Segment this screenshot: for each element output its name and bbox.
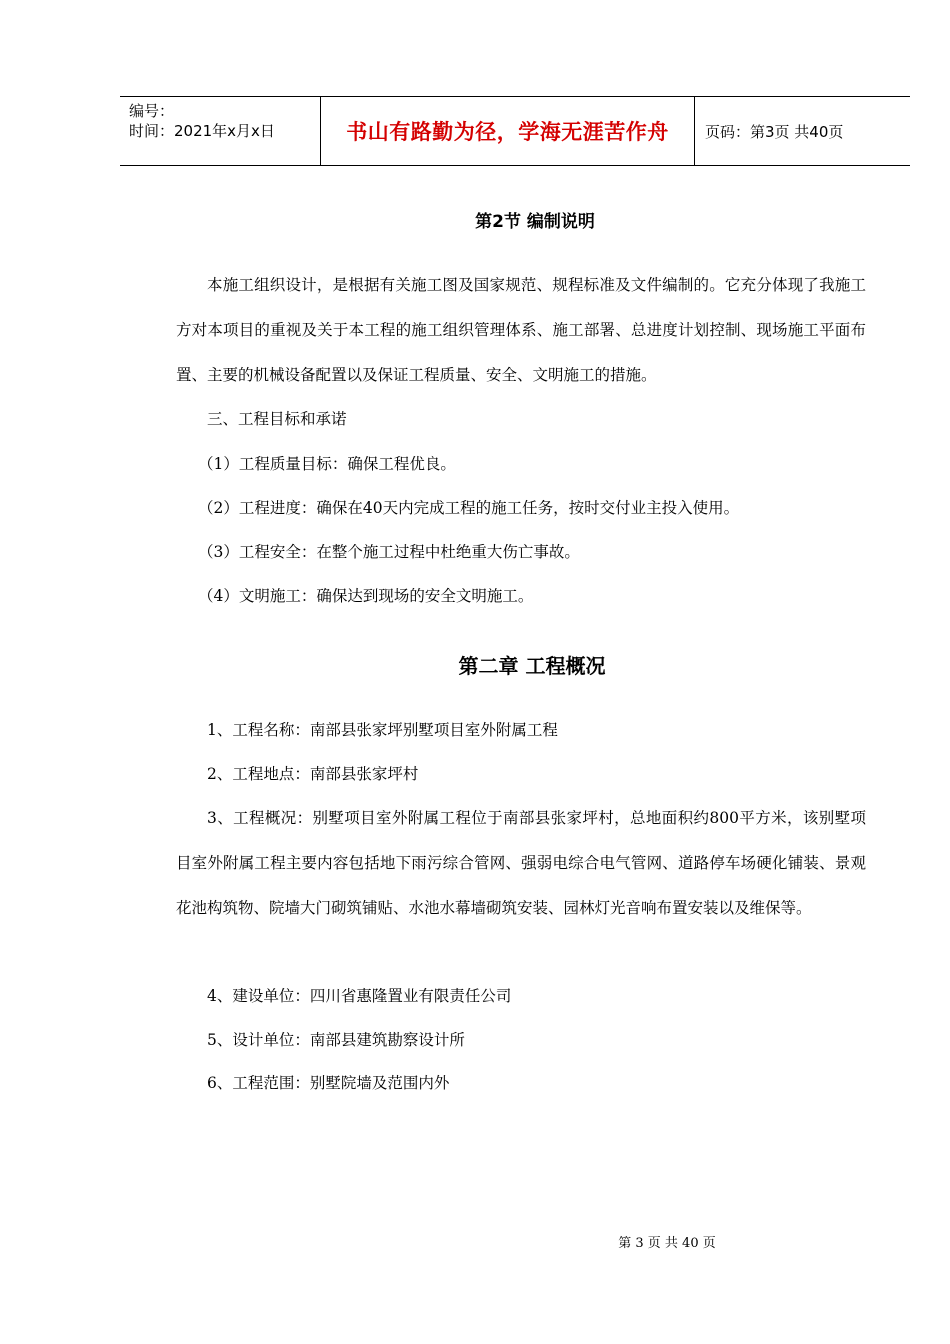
page-header [120, 96, 910, 166]
goals-heading: 三、工程目标和承诺 [207, 410, 347, 428]
section-intro-paragraph: 本施工组织设计，是根据有关施工图及国家规范、规程标准及文件编制的。它充分体现了我施工方对本项目的重视及关于本工程的施工组织管理体系、施工部署、总进度计划控制、现场施工平面布置、主要的机械设备配置以及保证工程质量、安全、文明施工的措施。 [176, 276, 866, 384]
document-number-label: 编号： [129, 102, 175, 120]
section-title: 第2节 编制说明 [475, 212, 595, 232]
goal-item: （2）工程进度：确保在40天内完成工程的施工任务，按时交付业主投入使用。 [198, 499, 740, 517]
overview-description-paragraph: 3、工程概况：别墅项目室外附属工程位于南部县张家坪村，总地面积约800平方米，该别墅项目室外附属工程主要内容包括地下雨污综合管网、强弱电综合电气管网、道路停车场硬化铺装、景观花池构筑物、院墙大门砌筑铺贴、水池水幕墙砌筑安装、园林灯光音响布置安装以及维保等。 [176, 809, 866, 917]
overview-item: 6、工程范围：别墅院墙及范围内外 [207, 1074, 450, 1092]
goal-item: （1）工程质量目标：确保工程优良。 [198, 455, 456, 473]
page-footer: 第 3 页 共 40 页 [618, 1236, 716, 1251]
header-motto: 书山有路勤为径，学海无涯苦作舟 [346, 120, 669, 144]
overview-item: 4、建设单位：四川省惠隆置业有限责任公司 [207, 987, 512, 1005]
document-date: 时间：2021年x月x日 [129, 122, 275, 140]
goal-item: （4）文明施工：确保达到现场的安全文明施工。 [198, 587, 534, 605]
overview-item: 5、设计单位：南部县建筑勘察设计所 [207, 1031, 465, 1049]
overview-item: 1、工程名称：南部县张家坪别墅项目室外附属工程 [207, 721, 558, 739]
header-page-info: 页码：第3页 共40页 [705, 122, 844, 141]
header-meta-cell [120, 97, 321, 165]
chapter-title: 第二章 工程概况 [458, 654, 606, 678]
header-page-cell [695, 97, 910, 165]
goal-item: （3）工程安全：在整个施工过程中杜绝重大伤亡事故。 [198, 543, 580, 561]
header-motto-cell [321, 97, 695, 165]
overview-item: 2、工程地点：南部县张家坪村 [207, 765, 419, 783]
